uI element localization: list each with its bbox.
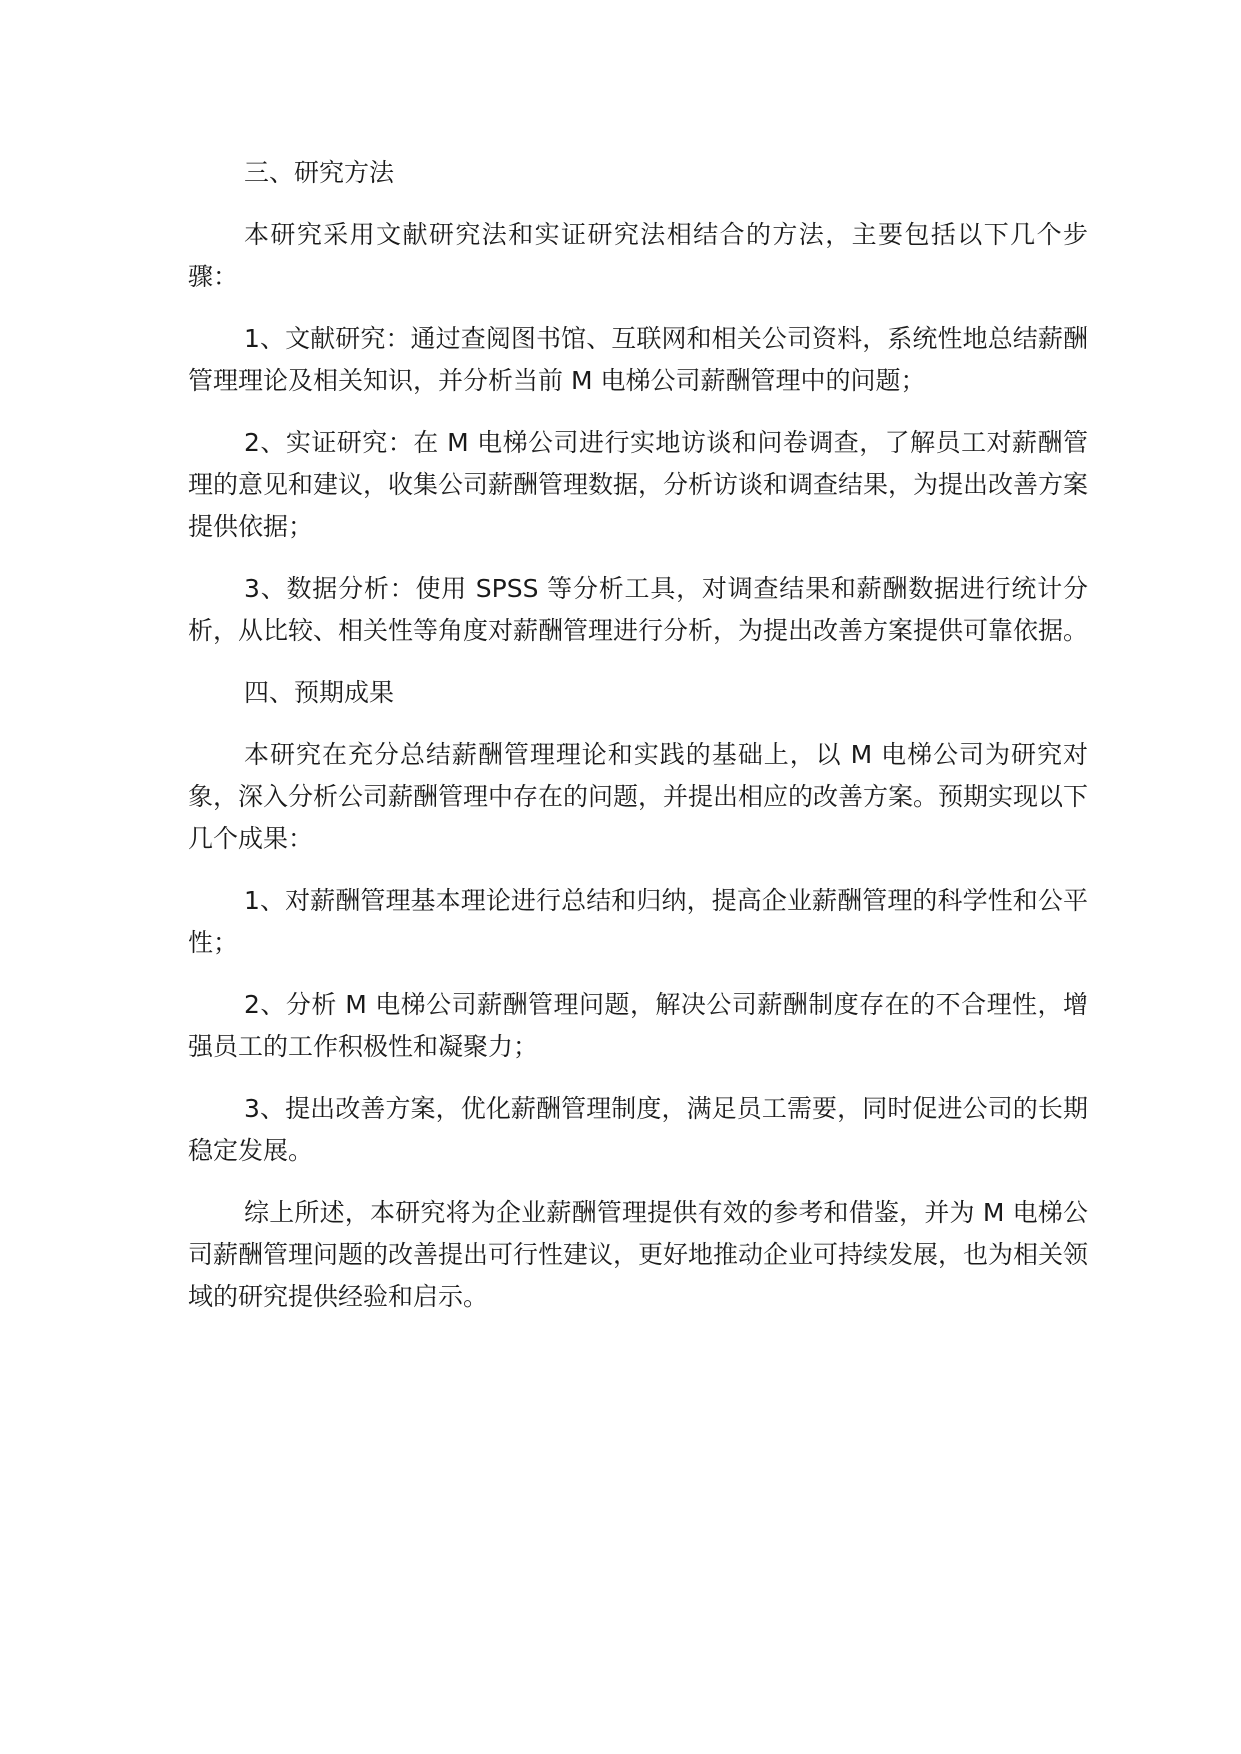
section-heading-research-methods: 三、研究方法: [244, 158, 395, 187]
results-item-improvement-plan: 3、提出改善方案，优化薪酬管理制度，满足员工需要，同时促进公司的长期稳定发展。: [188, 1094, 1088, 1165]
section-heading-expected-results: 四、预期成果: [244, 678, 395, 707]
conclusion-paragraph: 综上所述，本研究将为企业薪酬管理提供有效的参考和借鉴，并为 M 电梯公司薪酬管理问题的改善提出可行性建议，更好地推动企业可持续发展，也为相关领域的研究提供经验和启示。: [188, 1198, 1089, 1311]
methods-step-literature-research: 1、文献研究：通过查阅图书馆、互联网和相关公司资料，系统性地总结薪酬管理理论及相关知识，并分析当前 M 电梯公司薪酬管理中的问题；: [188, 324, 1088, 395]
methods-intro-paragraph: 本研究采用文献研究法和实证研究法相结合的方法，主要包括以下几个步骤：: [188, 220, 1088, 291]
document-body: [188, 152, 1088, 1338]
methods-step-data-analysis: 3、数据分析：使用 SPSS 等分析工具，对调查结果和薪酬数据进行统计分析，从比较、相关性等角度对薪酬管理进行分析，为提出改善方案提供可靠依据。: [188, 574, 1089, 645]
results-intro-paragraph: 本研究在充分总结薪酬管理理论和实践的基础上，以 M 电梯公司为研究对象，深入分析公司薪酬管理中存在的问题，并提出相应的改善方案。预期实现以下几个成果：: [188, 740, 1089, 853]
results-item-problem-analysis: 2、分析 M 电梯公司薪酬管理问题，解决公司薪酬制度存在的不合理性，增强员工的工作积极性和凝聚力；: [188, 990, 1088, 1061]
methods-step-empirical-research: 2、实证研究：在 M 电梯公司进行实地访谈和问卷调查，了解员工对薪酬管理的意见和建议，收集公司薪酬管理数据，分析访谈和调查结果，为提出改善方案提供依据；: [188, 428, 1089, 541]
results-item-theory-summary: 1、对薪酬管理基本理论进行总结和归纳，提高企业薪酬管理的科学性和公平性；: [188, 886, 1088, 957]
